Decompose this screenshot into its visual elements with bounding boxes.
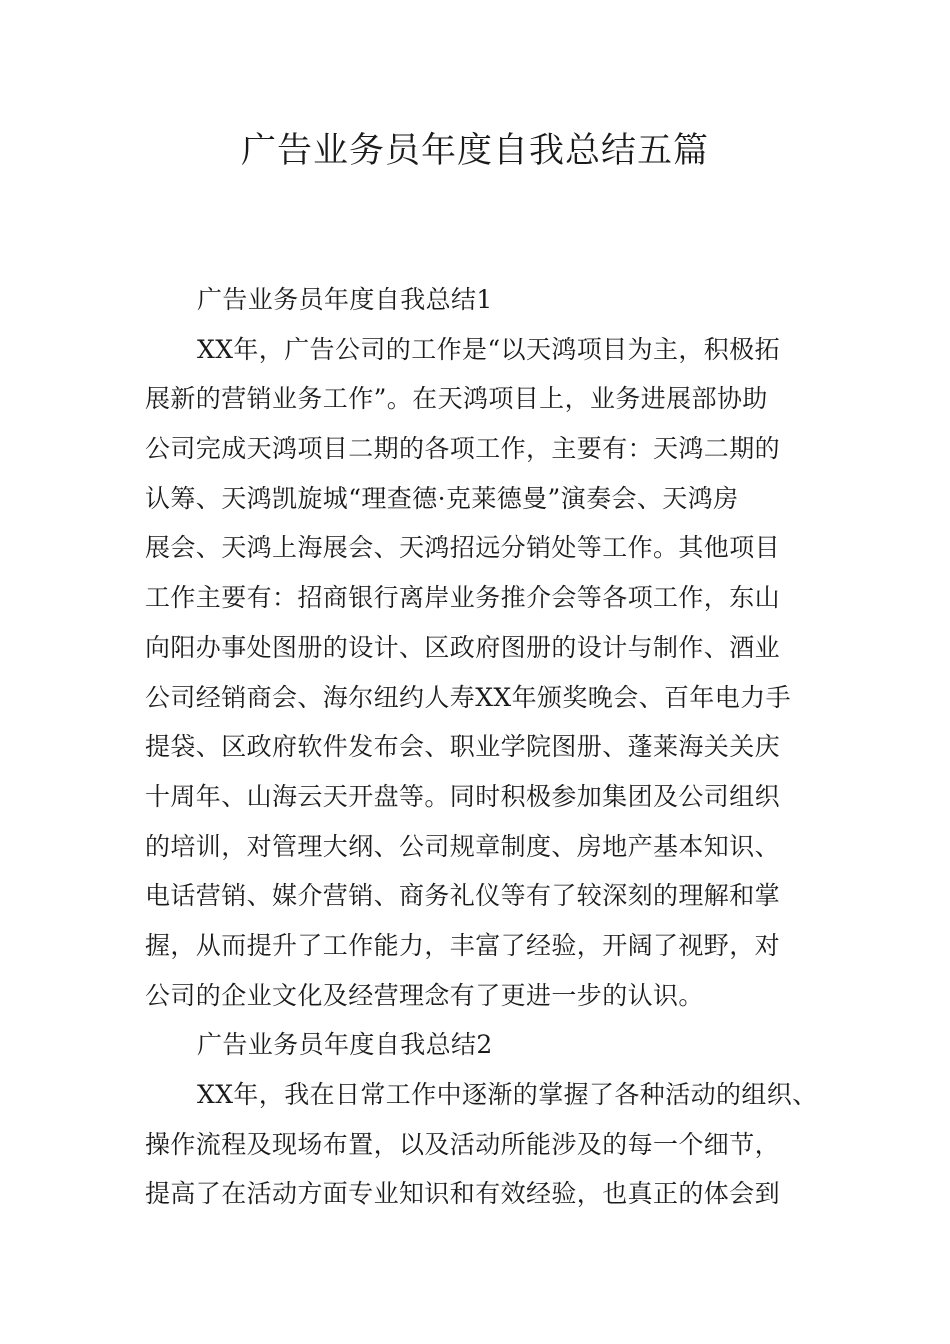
- text-line: 操作流程及现场布置，以及活动所能涉及的每一个细节，: [145, 1129, 781, 1159]
- text-line: 握，从而提升了工作能力，丰富了经验，开阔了视野，对: [145, 930, 781, 960]
- text-line: 广告业务员年度自我总结2: [197, 1030, 493, 1060]
- text-line: 认筹、天鸿凯旋城“理查德·克莱德曼”演奏会、天鸿房: [145, 483, 739, 513]
- text-line: 工作主要有：招商银行离岸业务推介会等各项工作，东山: [145, 583, 781, 613]
- text-line: 公司完成天鸿项目二期的各项工作，主要有：天鸿二期的: [145, 434, 781, 464]
- text-line: 展会、天鸿上海展会、天鸿招远分销处等工作。其他项目: [145, 533, 781, 563]
- document-title: 广告业务员年度自我总结五篇: [240, 131, 709, 171]
- text-line: 十周年、山海云天开盘等。同时积极参加集团及公司组织: [145, 781, 781, 811]
- text-line: 展新的营销业务工作”。在天鸿项目上，业务进展部协助: [145, 384, 768, 414]
- text-line: XX年，我在日常工作中逐渐的掌握了各种活动的组织、: [197, 1080, 818, 1109]
- text-line: 广告业务员年度自我总结1: [197, 285, 493, 314]
- text-line: 公司经销商会、海尔纽约人寿XX年颁奖晚会、百年电力手: [145, 682, 791, 712]
- text-line: 提高了在活动方面专业知识和有效经验，也真正的体会到: [145, 1179, 781, 1209]
- text-line: 向阳办事处图册的设计、区政府图册的设计与制作、酒业: [145, 632, 781, 662]
- text-line: 电话营销、媒介营销、商务礼仪等有了较深刻的理解和掌: [145, 881, 781, 911]
- text-line: 的培训，对管理大纲、公司规章制度、房地产基本知识、: [145, 831, 781, 861]
- text-line: 提袋、区政府软件发布会、职业学院图册、蓬莱海关关庆: [145, 732, 781, 762]
- document-body: [145, 275, 818, 1219]
- text-line: XX年，广告公司的工作是“以天鸿项目为主，积极拓: [197, 334, 780, 364]
- text-line: 公司的企业文化及经营理念有了更进一步的认识。: [145, 980, 704, 1010]
